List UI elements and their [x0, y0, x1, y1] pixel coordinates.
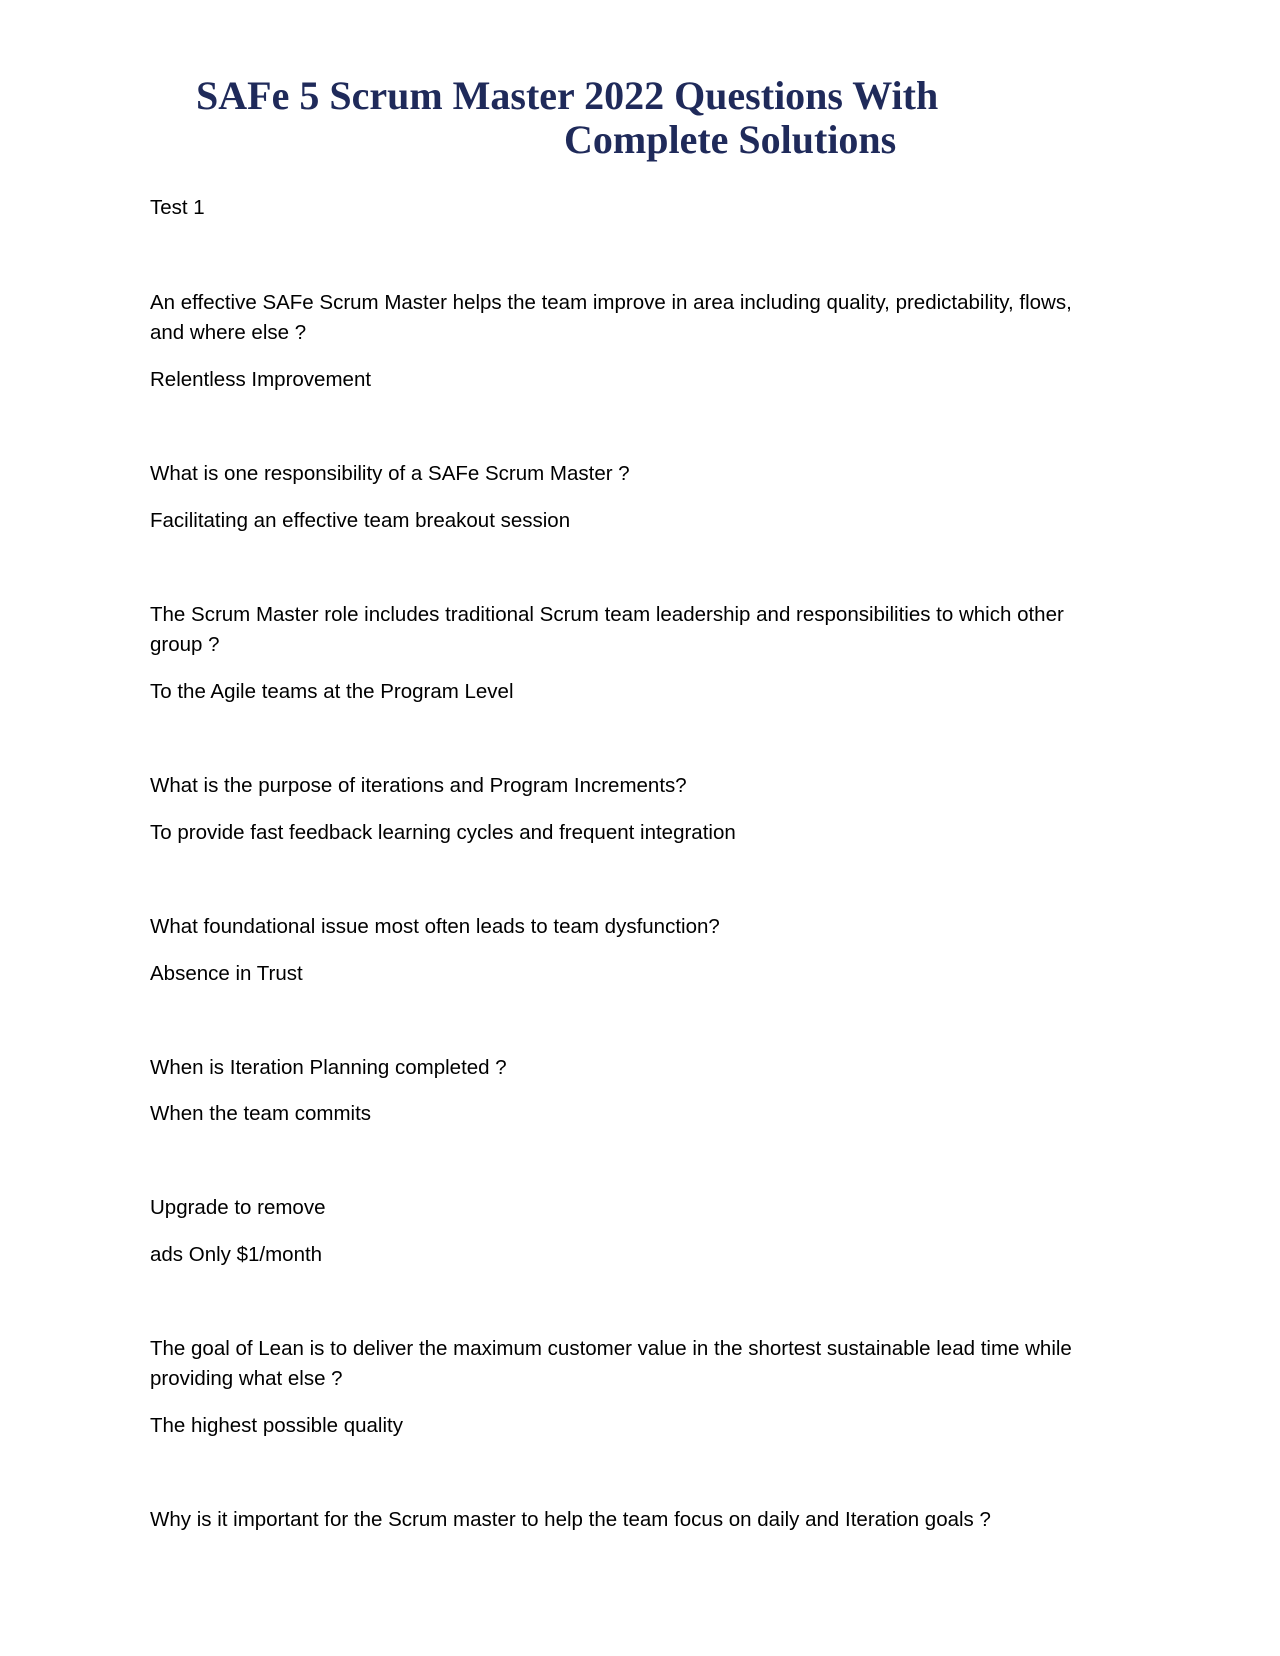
upgrade-notice-line-1: Upgrade to remove: [150, 1196, 326, 1219]
question-6: When is Iteration Planning completed ?: [150, 1056, 507, 1079]
answer-8: The highest possible quality: [150, 1414, 403, 1437]
answer-2: Facilitating an effective team breakout session: [150, 509, 571, 532]
answer-5: Absence in Trust: [150, 962, 303, 985]
question-8: The goal of Lean is to deliver the maximum customer value in the shortest sustainable lead time while providing what else ?: [150, 1337, 1072, 1390]
answer-3: To the Agile teams at the Program Level: [150, 680, 514, 703]
answer-1: Relentless Improvement: [150, 368, 372, 391]
question-1: An effective SAFe Scrum Master helps the team improve in area including quality, predictability, flows, and where else ?: [150, 291, 1072, 344]
answer-4: To provide fast feedback learning cycles and frequent integration: [150, 821, 736, 844]
question-9: Why is it important for the Scrum master to help the team focus on daily and Iteration goals ?: [150, 1508, 991, 1531]
answer-6: When the team commits: [150, 1102, 372, 1125]
document-title-line-2: Complete Solutions: [564, 117, 897, 162]
question-2: What is one responsibility of a SAFe Scrum Master ?: [150, 462, 630, 485]
document-title-line-1: SAFe 5 Scrum Master 2022 Questions With: [196, 73, 939, 118]
question-5: What foundational issue most often leads to team dysfunction?: [150, 915, 720, 938]
upgrade-notice-line-2: ads Only $1/month: [150, 1243, 323, 1266]
question-3: The Scrum Master role includes traditional Scrum team leadership and responsibilities to which other group ?: [150, 603, 1064, 656]
question-4: What is the purpose of iterations and Program Increments?: [150, 774, 687, 797]
test-label: Test 1: [150, 196, 205, 219]
